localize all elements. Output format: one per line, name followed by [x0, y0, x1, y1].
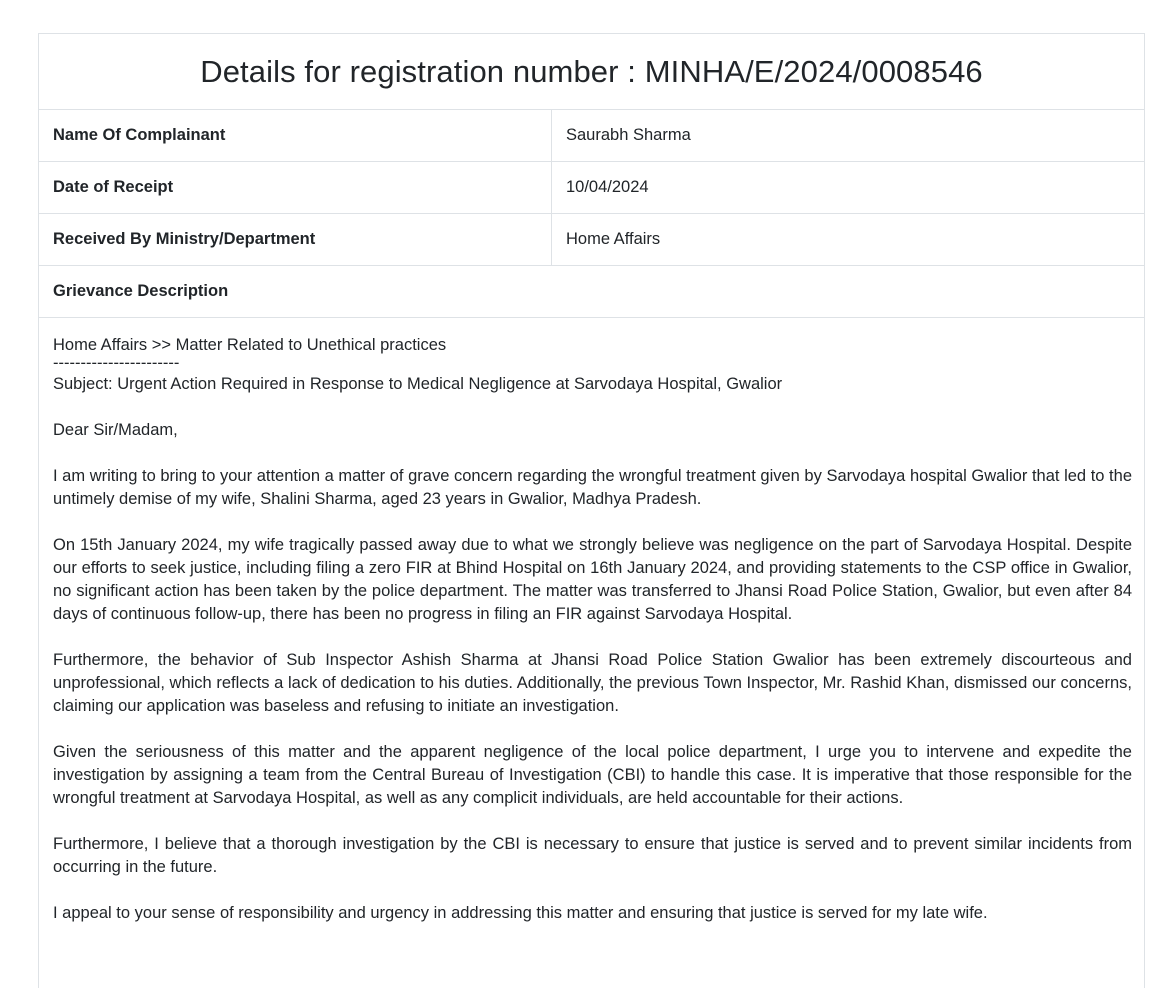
paragraph: I appeal to your sense of responsibility and urgency in addressing this matter and ensuring that justice is served for my late wife.	[53, 904, 988, 922]
detail-row-date-of-receipt	[39, 162, 1144, 214]
detail-row-ministry	[39, 214, 1144, 266]
detail-value: Home Affairs	[566, 230, 661, 248]
detail-value: Saurabh Sharma	[566, 126, 691, 144]
grievance-subject: Subject: Urgent Action Required in Response to Medical Negligence at Sarvodaya Hospital, Gwalior	[53, 375, 783, 393]
grievance-heading: Grievance Description	[39, 266, 1144, 318]
paragraph: I am writing to bring to your attention a matter of grave concern regarding the wrongful treatment given by Sarvodaya hospital Gwalior that led to the untimely demise of my wife, Shalini Sharma, aged 23 years in Gwalior, Madhya Pradesh.	[53, 467, 1132, 508]
detail-value: 10/04/2024	[566, 178, 649, 196]
paragraph: Furthermore, the behavior of Sub Inspector Ashish Sharma at Jhansi Road Police Station Gwalior has been extremely discourteous and unprofessional, which reflects a lack of dedication to his duties. Additionally, the previous Town Inspector, Mr. Rashid Khan, dismissed our concerns, claiming our application was baseless and refusing to initiate an investigation.	[53, 651, 1132, 715]
detail-label: Date of Receipt	[39, 162, 552, 213]
paragraph: Given the seriousness of this matter and the apparent negligence of the local police department, I urge you to intervene and expedite the investigation by assigning a team from the Central Bureau of Investigation (CBI) to handle this case. It is imperative that those responsible for the wrongful treatment at Sarvodaya Hospital, as well as any complicit individuals, are held accountable for their actions.	[53, 743, 1132, 807]
detail-row-complainant	[39, 110, 1144, 162]
salutation: Dear Sir/Madam,	[53, 421, 178, 439]
separator-line: -----------------------	[53, 354, 180, 372]
paragraph: On 15th January 2024, my wife tragically passed away due to what we strongly believe was negligence on the part of Sarvodaya Hospital. Despite our efforts to seek justice, including filing a zero FIR at Bhind Hospital on 16th January 2024, and providing statements to the CSP office in Gwalior, no significant action has been taken by the police department. The matter was transferred to Jhansi Road Police Station, Gwalior, but even after 84 days of continuous follow-up, there has been no progress in filing an FIR against Sarvodaya Hospital.	[53, 536, 1132, 623]
detail-label: Name Of Complainant	[39, 110, 552, 161]
paragraph: Furthermore, I believe that a thorough investigation by the CBI is necessary to ensure that justice is served and to prevent similar incidents from occurring in the future.	[53, 835, 1132, 876]
grievance-details-card	[38, 33, 1145, 988]
card-header	[39, 34, 1144, 110]
detail-label: Received By Ministry/Department	[39, 214, 552, 265]
page-title: Details for registration number : MINHA/E/2024/0008546	[200, 53, 983, 89]
grievance-category: Home Affairs >> Matter Related to Unethical practices	[53, 336, 447, 354]
grievance-description	[39, 318, 1144, 925]
